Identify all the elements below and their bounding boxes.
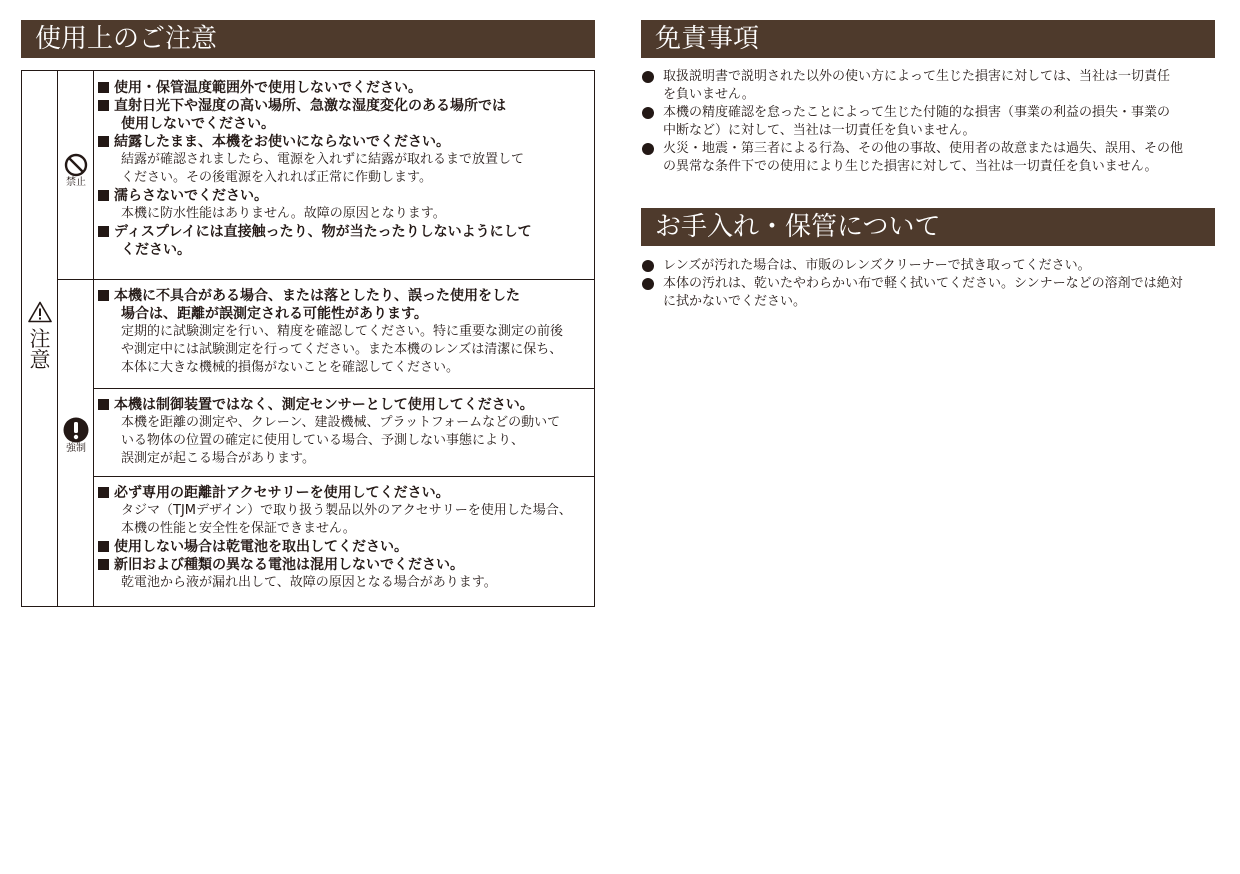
disclaimer-section-title: 免責事項: [641, 20, 1215, 58]
list-item-line: 火災・地震・第三者による行為、その他の事故、使用者の故意または過失、誤用、その他: [663, 141, 1184, 156]
list-item-line: 本体の汚れは、乾いたやわらかい布で軽く拭いてください。シンナーなどの溶剤では絶対: [663, 276, 1183, 291]
square-bullet-icon: [98, 136, 109, 147]
prohibit-cell: [58, 153, 94, 189]
list-item-line: 本機の精度確認を怠ったことによって生じた付随的な損害（事業の利益の損失・事業の: [663, 105, 1171, 120]
caution-item-text: 使用しない場合は乾電池を取出してください。: [114, 539, 408, 555]
caution-item-heading: [95, 305, 590, 323]
caution-item-heading: [95, 97, 590, 115]
caution-item-heading: [95, 79, 590, 97]
caution-item-text: ディスプレイには直接触ったり、物が当たったりしないようにして: [114, 224, 532, 240]
square-bullet-icon: [98, 82, 109, 93]
square-bullet-icon: [98, 190, 109, 201]
list-item-line: レンズが汚れた場合は、市販のレンズクリーナーで拭き取ってください。: [663, 258, 1091, 273]
note-text: ください。その後電源を入れれば正常に作動します。: [121, 170, 432, 185]
list-item: [641, 257, 1221, 275]
prohibit-circle-icon: [64, 153, 88, 177]
caution-section-title: 使用上のご注意: [21, 20, 595, 58]
note-text: いる物体の位置の確定に使用している場合、予測しない事態により、: [121, 433, 525, 448]
square-bullet-icon: [98, 541, 109, 552]
round-bullet-icon: [642, 143, 654, 155]
mandatory-block-1: [95, 287, 590, 377]
caution-item-text: 本機は制御装置ではなく、測定センサーとして使用してください。: [114, 397, 534, 413]
caution-item-heading: [95, 287, 590, 305]
square-bullet-icon: [98, 100, 109, 111]
list-item: [641, 68, 1221, 104]
exclamation-circle-icon: [63, 417, 89, 443]
caution-item-heading: [95, 115, 590, 133]
caution-item-heading: [95, 556, 590, 574]
note-text: 本機に防水性能はありません。故障の原因となります。: [121, 206, 446, 221]
caution-item-text: 本機に不具合がある場合、または落としたり、誤った使用をした: [114, 288, 520, 304]
table-divider: [93, 71, 94, 606]
caution-side-label: [22, 71, 58, 606]
mandatory-label: 強制: [66, 443, 86, 454]
care-list: [641, 257, 1221, 311]
care-section-title: お手入れ・保管について: [641, 208, 1215, 246]
list-item-line: 中断など）に対して、当社は一切責任を負いません。: [663, 123, 976, 138]
round-bullet-icon: [642, 278, 654, 290]
list-item: [641, 275, 1221, 311]
note-text: 定期的に試験測定を行い、精度を確認してください。特に重要な測定の前後: [121, 324, 564, 339]
caution-item-text: 場合は、距離が誤測定される可能性があります。: [121, 306, 428, 322]
square-bullet-icon: [98, 559, 109, 570]
square-bullet-icon: [98, 399, 109, 410]
note-text: タジマ（TJMデザイン）で取り扱う製品以外のアクセサリーを使用した場合、: [121, 503, 572, 518]
caution-item-text: 結露したまま、本機をお使いにならないでください。: [114, 134, 450, 150]
list-item-line: の異常な条件下での使用により生じた損害に対して、当社は一切責任を負いません。: [663, 159, 1158, 174]
note-text: や測定中には試験測定を行ってください。また本機のレンズは清潔に保ち、: [121, 342, 563, 357]
list-item-line: に拭かないでください。: [663, 294, 807, 309]
caution-item-heading: [95, 187, 590, 205]
caution-item-text: 濡らさないでください。: [114, 188, 268, 204]
prohibit-block: [95, 79, 590, 259]
side-label-char: 意: [29, 348, 51, 372]
caution-table: [21, 70, 595, 607]
caution-item-text: 使用しないでください。: [121, 116, 275, 132]
round-bullet-icon: [642, 71, 654, 83]
round-bullet-icon: [642, 107, 654, 119]
caution-item-heading: [95, 223, 590, 241]
table-divider: [93, 476, 594, 477]
square-bullet-icon: [98, 487, 109, 498]
note-text: 本機の性能と安全性を保証できません。: [121, 521, 356, 536]
caution-item-text: 新旧および種類の異なる電池は混用しないでください。: [114, 557, 464, 573]
mandatory-cell: [58, 417, 94, 455]
caution-item-heading: [95, 133, 590, 151]
caution-item-heading: [95, 538, 590, 556]
list-item-line: を負いません。: [663, 87, 755, 102]
caution-item-heading: [95, 396, 590, 414]
caution-item-text: 使用・保管温度範囲外で使用しないでください。: [114, 80, 422, 96]
warning-triangle-icon: [28, 301, 52, 323]
caution-item-text: 必ず専用の距離計アクセサリーを使用してください。: [114, 485, 450, 501]
note-text: 本機を距離の測定や、クレーン、建設機械、プラットフォームなどの動いて: [121, 415, 561, 430]
note-text: 本体に大きな機械的損傷がないことを確認してください。: [121, 360, 460, 375]
caution-item-text: ください。: [121, 242, 191, 258]
round-bullet-icon: [642, 260, 654, 272]
list-item-line: 取扱説明書で説明された以外の使い方によって生じた損害に対しては、当社は一切責任: [663, 69, 1171, 84]
caution-item-text: 直射日光下や湿度の高い場所、急激な湿度変化のある場所では: [114, 98, 506, 114]
side-label-char: 注: [29, 327, 51, 351]
caution-item-heading: [95, 484, 590, 502]
square-bullet-icon: [98, 290, 109, 301]
table-divider: [93, 388, 594, 389]
note-text: 結露が確認されましたら、電源を入れずに結露が取れるまで放置して: [121, 152, 525, 167]
note-text: 誤測定が起こる場合があります。: [121, 451, 315, 466]
list-item: [641, 104, 1221, 140]
table-divider: [57, 279, 594, 280]
note-text: 乾電池から液が漏れ出して、故障の原因となる場合があります。: [121, 575, 497, 590]
mandatory-block-3: [95, 484, 590, 592]
square-bullet-icon: [98, 226, 109, 237]
list-item: [641, 140, 1221, 176]
mandatory-block-2: [95, 396, 590, 468]
disclaimer-list: [641, 68, 1221, 176]
caution-item-heading: [95, 241, 590, 259]
prohibit-label: 禁止: [66, 177, 86, 188]
